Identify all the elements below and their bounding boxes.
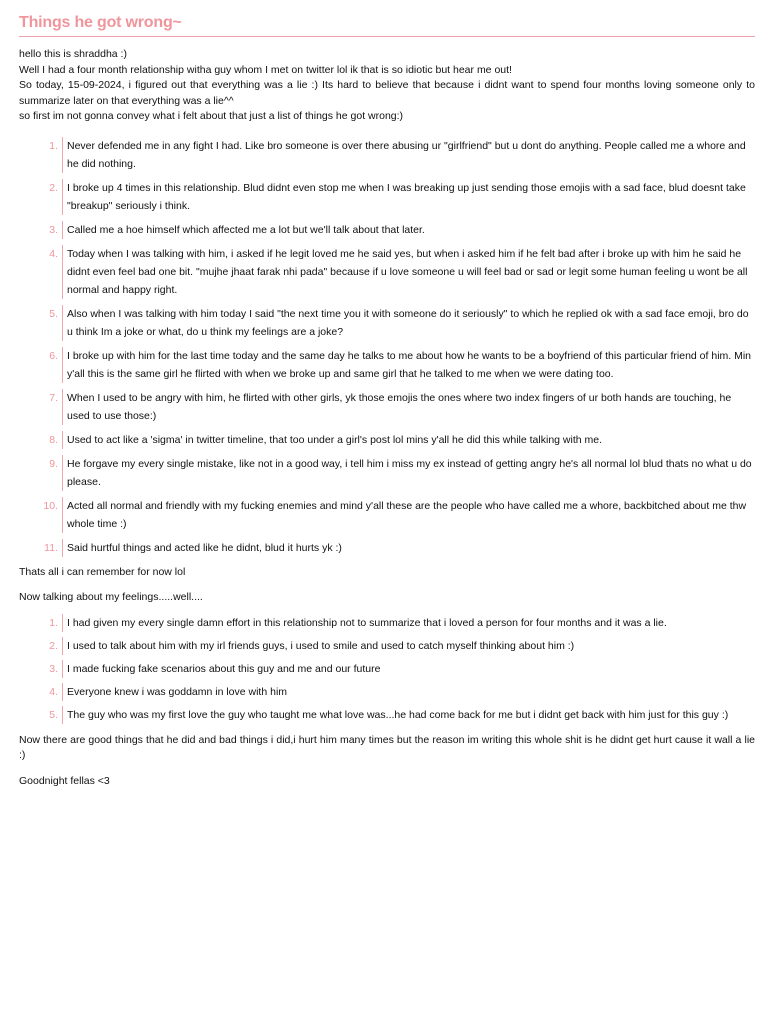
list-item — [19, 539, 755, 557]
list-item — [19, 221, 755, 239]
list-number: 3. — [49, 662, 58, 675]
intro-section — [19, 47, 755, 125]
list-number: 1. — [49, 616, 58, 629]
list-number: 1. — [49, 139, 58, 152]
list-number: 5. — [49, 708, 58, 721]
list-number: 11. — [44, 541, 58, 554]
list-item — [19, 497, 755, 533]
list-number: 4. — [49, 685, 58, 698]
feelings-list — [19, 614, 755, 724]
list-item — [19, 137, 755, 173]
list-number: 6. — [49, 349, 58, 362]
list-text: He forgave my every single mistake, like not in a good way, i tell him i miss my ex instead of getting angry he's all normal lol blud thats no what u do please. — [62, 455, 755, 491]
list-number: 2. — [49, 639, 58, 652]
list-item — [19, 706, 755, 724]
list-item — [19, 614, 755, 632]
list-item — [19, 455, 755, 491]
page-title: Things he got wrong~ — [19, 12, 755, 37]
list-number: 4. — [49, 247, 58, 260]
list-item — [19, 179, 755, 215]
list-text: The guy who was my first love the guy who taught me what love was...he had come back for me but i didnt get back with him just for this guy :) — [62, 706, 755, 724]
list-number: 9. — [49, 457, 58, 470]
list-text: I used to talk about him with my irl friends guys, i used to smile and used to catch myself thinking about him :) — [62, 637, 755, 655]
list-text: Also when I was talking with him today I said "the next time you it with someone do it seriously" to which he replied ok with a sad face emoji, bro do u think Im a joke or what, do u think my feelings are a joke? — [62, 305, 755, 341]
list-number: 7. — [49, 391, 58, 404]
feelings-heading: Now talking about my feelings.....well.... — [19, 591, 203, 603]
list-text: Today when I was talking with him, i asked if he legit loved me he said yes, but when i asked him if he felt bad after i broke up with him he said he didnt even feel bad one bit. "mujhe jhaat farak nhi pada" because if u love someone u will feel bad or sad or legit some human feeling u wont be all normal and happy right. — [62, 245, 755, 299]
list-text: When I used to be angry with him, he flirted with other girls, yk those emojis the ones where two index fingers of ur both hands are touching, he used to use those:) — [62, 389, 755, 425]
intro-line: Well I had a four month relationship witha guy whom I met on twitter lol ik that is so idiotic but hear me out! — [19, 63, 512, 76]
signoff-text: Goodnight fellas <3 — [19, 774, 110, 787]
document-page — [19, 12, 755, 789]
list-number: 10. — [43, 499, 58, 512]
list-text: Never defended me in any fight I had. Like bro someone is over there abusing ur "girlfriend" but u dont do anything. People called me a whore and he did nothing. — [62, 137, 755, 173]
list-text: Used to act like a 'sigma' in twitter timeline, that too under a girl's post lol mins y'all he did this while talking with me. — [62, 431, 755, 449]
list-text: Called me a hoe himself which affected me a lot but we'll talk about that later. — [62, 221, 755, 239]
list-text: I made fucking fake scenarios about this guy and me and our future — [62, 660, 755, 678]
list-number: 2. — [49, 181, 58, 194]
list-number: 5. — [49, 307, 58, 320]
list-text: I broke up 4 times in this relationship. Blud didnt even stop me when I was breaking up just sending those emojis with a sad face, blud doesnt take "breakup" seriously i think. — [62, 179, 755, 215]
list-number: 8. — [49, 433, 58, 446]
list-text: Said hurtful things and acted like he didnt, blud it hurts yk :) — [62, 539, 755, 557]
list-item — [19, 389, 755, 425]
list-text: I broke up with him for the last time today and the same day he talks to me about how he wants to be a boyfriend of this particular friend of him. Min y'all this is the same girl he flirted with when we broke up and same girl that he talked to me when we were dating too. — [62, 347, 755, 383]
list-item — [19, 245, 755, 299]
list-text: Everyone knew i was goddamn in love with him — [62, 683, 755, 701]
after-list-text: Thats all i can remember for now lol — [19, 565, 186, 578]
list-item — [19, 660, 755, 678]
list-text: I had given my every single damn effort in this relationship not to summarize that i loved a person for four months and it was a lie. — [62, 614, 755, 632]
list-item — [19, 347, 755, 383]
list-item — [19, 637, 755, 655]
wrong-list — [19, 137, 755, 557]
intro-line: So today, 15-09-2024, i figured out that everything was a lie :) Its hard to believe that because i didnt want to spend four months loving someone only to summarize later on that everything was a lie^^ — [19, 79, 755, 107]
list-number: 3. — [49, 223, 58, 236]
intro-line: so first im not gonna convey what i felt about that just a list of things he got wrong:) — [19, 110, 404, 122]
list-item — [19, 305, 755, 341]
list-item — [19, 683, 755, 701]
intro-line: hello this is shraddha :) — [19, 48, 127, 60]
list-text: Acted all normal and friendly with my fucking enemies and mind y'all these are the people who have called me a whore, backbitched about me thw whole time :) — [62, 497, 755, 533]
list-item — [19, 431, 755, 449]
closing-paragraph: Now there are good things that he did and bad things i did,i hurt him many times but the reason im writing this whole shit is he didnt get hurt cause it wall a lie :) — [19, 733, 755, 761]
